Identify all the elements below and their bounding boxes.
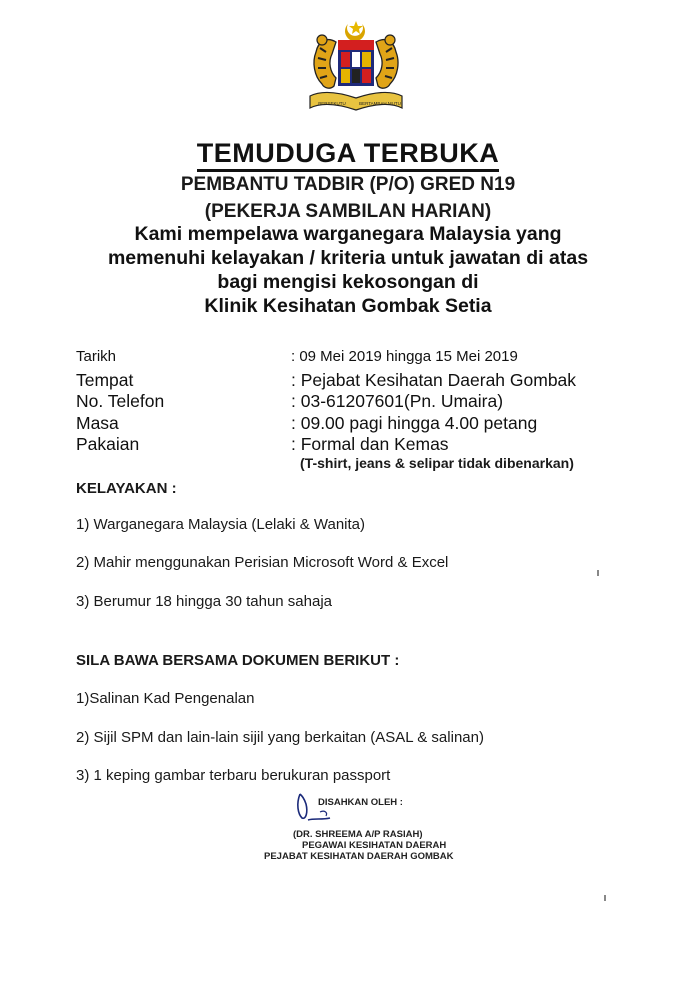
- signatory-office: PEJABAT KESIHATAN DAERAH GOMBAK: [264, 851, 454, 862]
- detail-label: Pakaian: [76, 434, 140, 454]
- detail-value: : 09.00 pagi hingga 4.00 petang: [291, 412, 538, 433]
- coat-of-arms-emblem: [296, 18, 416, 120]
- detail-row-date: [76, 348, 676, 370]
- detail-value: : Pejabat Kesihatan Daerah Gombak: [291, 369, 577, 390]
- intro-line-3: bagi mengisi kekosongan di: [217, 271, 479, 293]
- scan-mark: [597, 570, 599, 576]
- qualification-item-3: 3) Berumur 18 hingga 30 tahun sahaja: [76, 593, 333, 610]
- detail-row-place: [76, 370, 676, 392]
- document-title-text: TEMUDUGA TERBUKA: [197, 138, 499, 172]
- intro-line-1: Kami mempelawa warganegara Malaysia yang: [134, 223, 562, 245]
- document-item-2: 2) Sijil SPM dan lain-lain sijil yang berkaitan (ASAL & salinan): [76, 729, 484, 746]
- signatory-name: (DR. SHREEMA A/P RASIAH): [293, 829, 423, 840]
- crest-motto-right: BERTAMBAH MUTU: [359, 101, 401, 106]
- detail-label: Tempat: [76, 369, 134, 390]
- position-title: PEMBANTU TADBIR (P/O) GRED N19: [180, 174, 516, 195]
- document-item-1: 1)Salinan Kad Pengenalan: [76, 690, 255, 707]
- signature-mark: [292, 790, 352, 830]
- scan-mark: [604, 895, 606, 901]
- detail-row-attire: [76, 434, 676, 456]
- intro-line-4: Klinik Kesihatan Gombak Setia: [204, 295, 492, 317]
- detail-row-phone: [76, 391, 676, 413]
- qualifications-heading: KELAYAKAN :: [76, 480, 177, 497]
- detail-row-time: [76, 413, 676, 435]
- detail-value: : Formal dan Kemas: [291, 434, 449, 454]
- employment-type: (PEKERJA SAMBILAN HARIAN): [204, 201, 492, 222]
- qualification-item-1: 1) Warganegara Malaysia (Lelaki & Wanita): [76, 516, 366, 533]
- signature-label: DISAHKAN OLEH :: [318, 797, 403, 808]
- crest-motto-left: BERSEKUTU: [318, 101, 346, 106]
- documents-heading: SILA BAWA BERSAMA DOKUMEN BERIKUT :: [76, 652, 400, 669]
- detail-label: Masa: [76, 412, 119, 433]
- detail-label: Tarikh: [76, 348, 117, 365]
- qualification-item-2: 2) Mahir menggunakan Perisian Microsoft Word & Excel: [76, 554, 449, 571]
- detail-label: No. Telefon: [76, 391, 165, 411]
- detail-value: : 03-61207601(Pn. Umaira): [291, 391, 504, 411]
- interview-details: [76, 348, 676, 456]
- intro-paragraph: [0, 222, 696, 318]
- document-item-3: 3) 1 keping gambar terbaru berukuran passport: [76, 767, 391, 784]
- intro-line-2: memenuhi kelayakan / kriteria untuk jawatan di atas: [107, 247, 589, 269]
- detail-value: : 09 Mei 2019 hingga 15 Mei 2019: [291, 348, 518, 365]
- document-title: [0, 138, 696, 169]
- signatory-title: PEGAWAI KESIHATAN DAERAH: [302, 840, 447, 851]
- attire-note: (T-shirt, jeans & selipar tidak dibenarkan): [300, 455, 574, 471]
